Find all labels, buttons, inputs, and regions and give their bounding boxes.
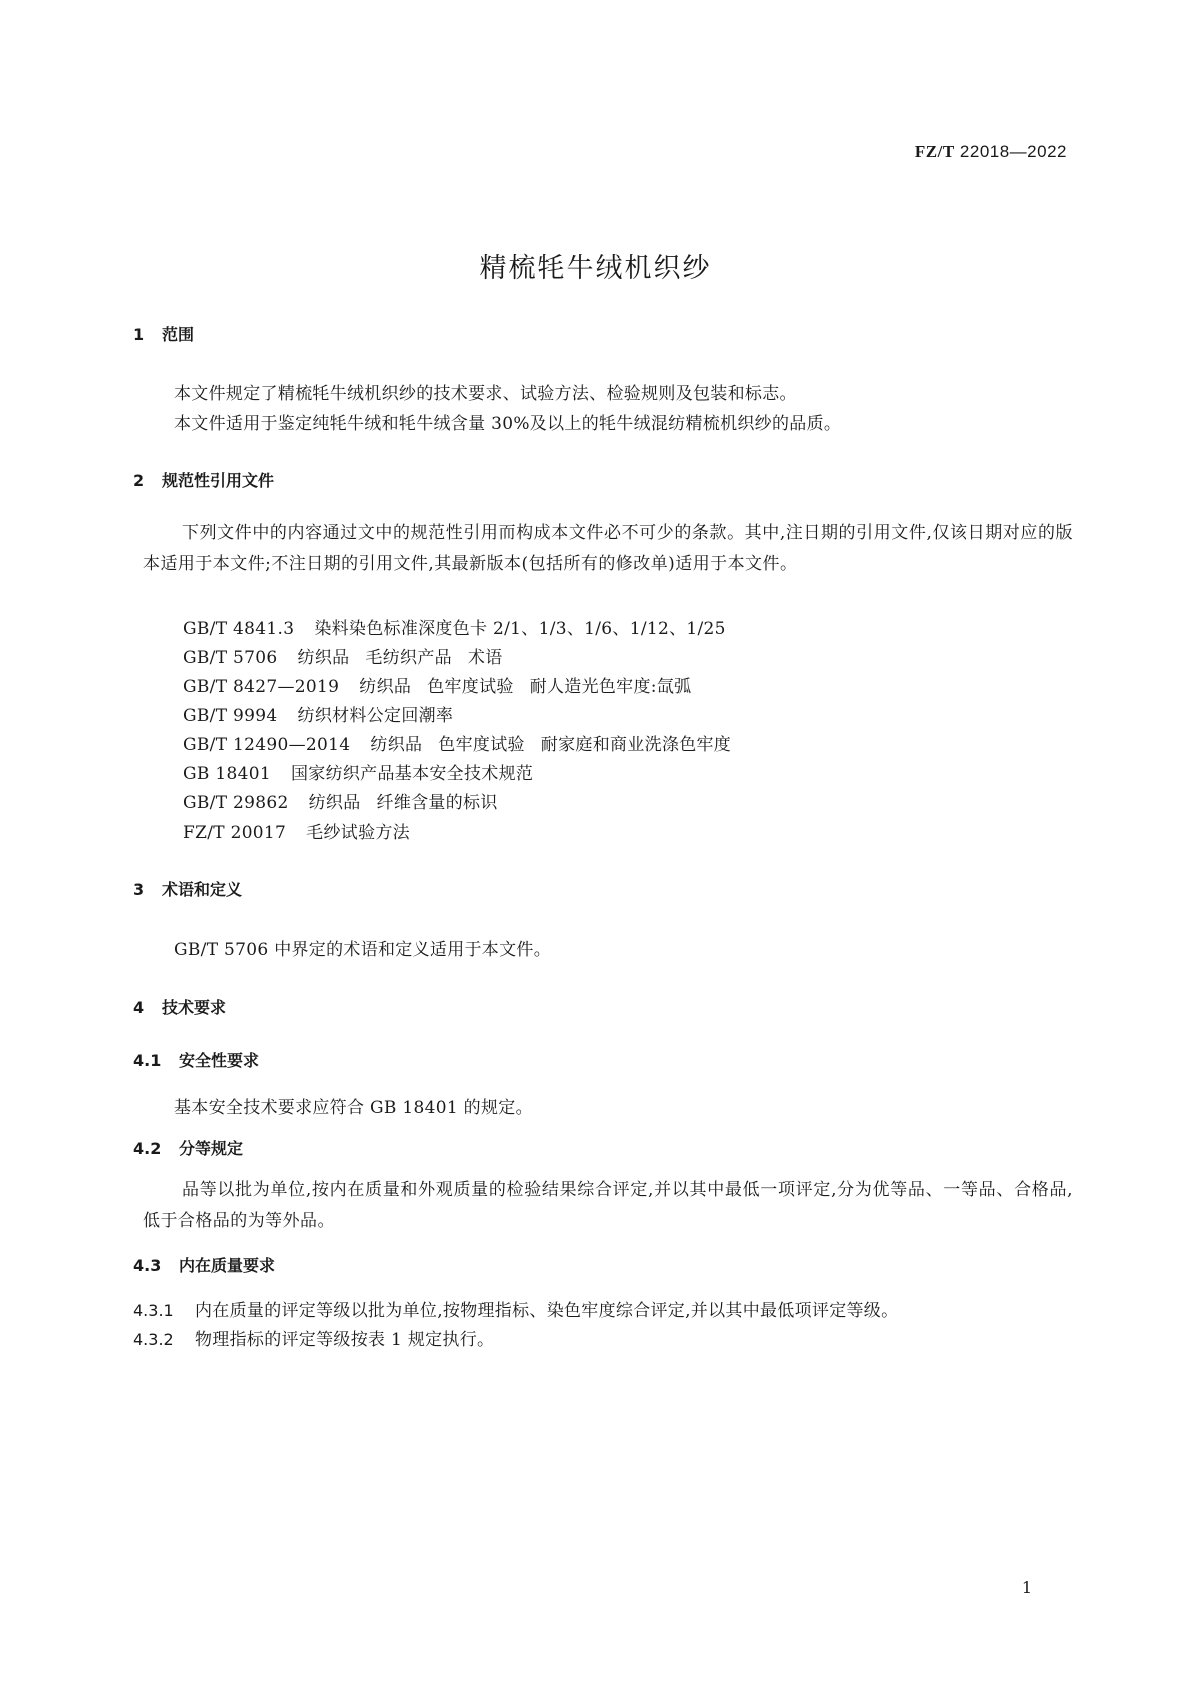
section-title: 范围	[162, 325, 195, 344]
section-title: 规范性引用文件	[162, 471, 275, 490]
page-number: 1	[1021, 1578, 1032, 1597]
clause-text: 内在质量的评定等级以批为单位,按物理指标、染色牢度综合评定,并以其中最低项评定等级。	[195, 1301, 899, 1321]
reference-title: 纺织品	[297, 648, 350, 668]
section-number: 4.2	[133, 1139, 162, 1158]
reference-title: 术语	[467, 648, 503, 668]
section-number: 2	[133, 471, 145, 490]
section-number: 1	[133, 325, 145, 344]
section-title: 分等规定	[179, 1139, 244, 1158]
standard-code: 22018—2022	[959, 142, 1067, 161]
reference-code: GB/T 5706	[183, 648, 278, 668]
paragraph: GB/T 5706 中界定的术语和定义适用于本文件。	[174, 940, 552, 960]
reference-item	[183, 759, 549, 784]
subsection-4-2-heading	[133, 1136, 243, 1159]
reference-item	[183, 701, 469, 726]
section-title: 内在质量要求	[179, 1256, 276, 1275]
section-number: 4	[133, 998, 145, 1017]
paragraph: 品等以批为单位,按内在质量和外观质量的检验结果综合评定,并以其中最低一项评定,分为优等品、一等品、合格品,低于合格品的为等外品。	[143, 1180, 1073, 1231]
reference-item	[183, 643, 519, 668]
standard-prefix: FZ/T	[914, 142, 955, 161]
reference-item	[183, 788, 514, 813]
paragraph: 本文件规定了精梳牦牛绒机织纱的技术要求、试验方法、检验规则及包装和标志。	[174, 384, 797, 404]
reference-title: 纺织材料公定回潮率	[297, 706, 454, 726]
reference-title: 耐人造光色牢度:氙弧	[529, 677, 692, 697]
reference-item	[183, 614, 742, 639]
reference-code: GB/T 4841.3	[183, 619, 295, 639]
reference-code: GB/T 8427—2019	[183, 677, 340, 697]
paragraph: 本文件适用于鉴定纯牦牛绒和牦牛绒含量 30%及以上的牦牛绒混纺精梳机织纱的品质。	[174, 414, 842, 434]
reference-code: GB 18401	[183, 764, 271, 784]
paragraph: 基本安全技术要求应符合 GB 18401 的规定。	[174, 1098, 533, 1118]
paragraph: 下列文件中的内容通过文中的规范性引用而构成本文件必不可少的条款。其中,注日期的引用文件,仅该日期对应的版本适用于本文件;不注日期的引用文件,其最新版本(包括所有的修改单)适用于本文件。	[143, 523, 1073, 574]
section-title: 技术要求	[162, 998, 227, 1017]
reference-title: 纺织品	[308, 793, 361, 813]
section-number: 4.1	[133, 1051, 162, 1070]
reference-title: 毛纱试验方法	[306, 823, 410, 843]
reference-code: GB/T 9994	[183, 706, 278, 726]
reference-title: 纺织品	[370, 735, 423, 755]
section-3-heading	[133, 877, 242, 900]
section-4-heading	[133, 995, 226, 1018]
subsection-4-3-heading	[133, 1253, 275, 1276]
reference-title: 毛纺织产品	[365, 648, 452, 668]
section-title: 术语和定义	[162, 880, 243, 899]
reference-title: 耐家庭和商业洗涤色牢度	[540, 735, 732, 755]
clause-4-3-1	[133, 1296, 898, 1321]
reference-title: 色牢度试验	[427, 677, 514, 697]
section-2-heading	[133, 468, 274, 491]
reference-title: 色牢度试验	[438, 735, 525, 755]
standard-number	[915, 142, 1067, 162]
section-title: 安全性要求	[179, 1051, 260, 1070]
clause-4-3-2	[133, 1325, 494, 1350]
reference-item	[183, 730, 747, 755]
reference-item	[183, 672, 707, 697]
clause-number: 4.3.1	[133, 1301, 174, 1320]
reference-title: 染料染色标准深度色卡 2/1、1/3、1/6、1/12、1/25	[314, 619, 726, 639]
section-1-heading	[133, 322, 194, 345]
section-number: 4.3	[133, 1256, 162, 1275]
subsection-4-1-heading	[133, 1048, 259, 1071]
reference-title: 纺织品	[359, 677, 412, 697]
reference-title: 纤维含量的标识	[376, 793, 498, 813]
reference-item	[183, 818, 426, 843]
section-number: 3	[133, 880, 145, 899]
reference-code: GB/T 12490—2014	[183, 735, 351, 755]
clause-text: 物理指标的评定等级按表 1 规定执行。	[195, 1330, 495, 1350]
reference-code: FZ/T 20017	[183, 823, 287, 843]
reference-code: GB/T 29862	[183, 793, 289, 813]
reference-title: 国家纺织产品基本安全技术规范	[290, 764, 534, 784]
document-title: 精梳牦牛绒机织纱	[479, 253, 712, 284]
clause-number: 4.3.2	[133, 1330, 174, 1349]
